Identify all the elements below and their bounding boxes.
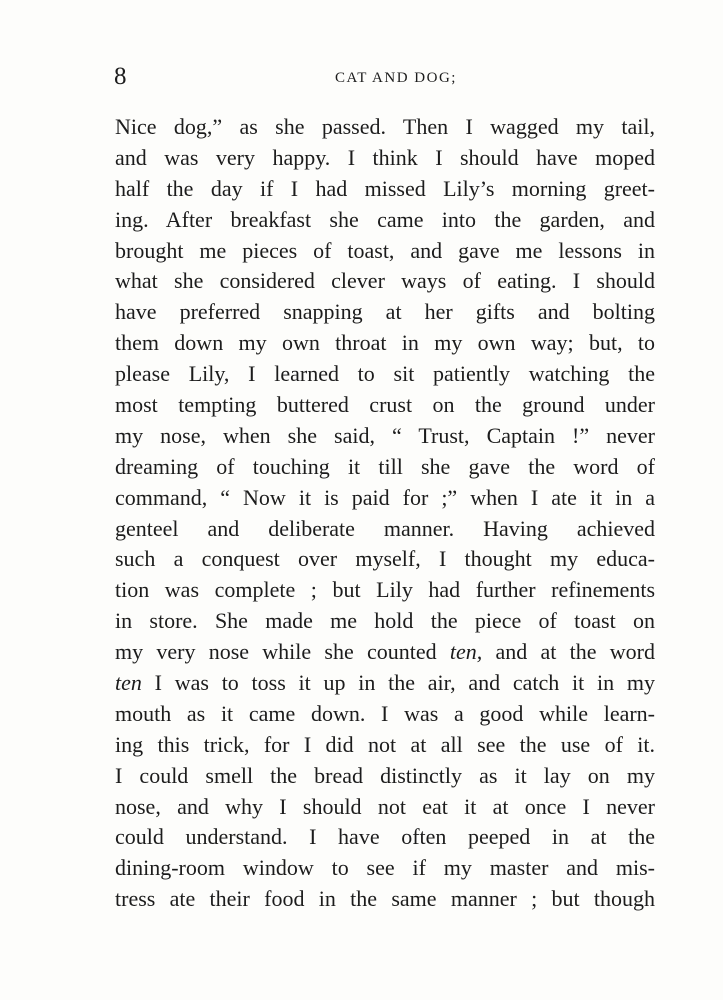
text-line: Nice dog,” as she passed. Then I wagged my tail, — [115, 114, 655, 139]
page-number: 8 — [114, 63, 127, 90]
text-line: genteel and deliberate manner. Having achieved — [115, 515, 655, 541]
text-line: command, “ Now it is paid for ;” when I ate it in a — [115, 484, 655, 510]
text-line: ing. After breakfast she came into the garden, and — [115, 206, 655, 232]
text-line: could understand. I have often peeped in at the — [115, 824, 655, 850]
body-text — [115, 112, 655, 915]
text-line: brought me pieces of toast, and gave me lessons in — [115, 237, 655, 263]
text-line: my very nose while she counted ten, and at the word — [115, 639, 655, 665]
text-line: tress ate their food in the same manner ; but though — [115, 886, 655, 912]
text-line: half the day if I had missed Lily’s morning greet- — [115, 175, 655, 201]
italic-word: ten, — [449, 639, 483, 665]
text-line: nose, and why I should not eat it at once I never — [115, 793, 655, 819]
text-line: dreaming of touching it till she gave the word of — [115, 453, 655, 479]
text-line: and was very happy. I think I should have moped — [115, 144, 655, 170]
text-line: such a conquest over myself, I thought my educa- — [115, 546, 655, 572]
text-line: my nose, when she said, “ Trust, Captain !” never — [115, 422, 655, 448]
text-line: have preferred snapping at her gifts and bolting — [115, 299, 655, 325]
text-line: most tempting buttered crust on the ground under — [115, 392, 655, 418]
text-line: what she considered clever ways of eating. I should — [115, 268, 655, 294]
text-line: in store. She made me hold the piece of toast on — [115, 608, 655, 634]
text-line: please Lily, I learned to sit patiently watching the — [115, 361, 655, 387]
text-line: ing this trick, for I did not at all see the use of it. — [115, 731, 655, 757]
running-title: CAT AND DOG; — [335, 70, 457, 86]
text-line: mouth as it came down. I was a good while learn- — [115, 700, 655, 726]
running-head — [114, 62, 654, 92]
text-line: tion was complete ; but Lily had further refinements — [115, 577, 655, 603]
text-line: dining-room window to see if my master and mis- — [115, 855, 655, 881]
text-line: them down my own throat in my own way; but, to — [115, 330, 655, 356]
italic-word: ten — [115, 670, 142, 696]
text-line: ten I was to toss it up in the air, and catch it in my — [115, 670, 655, 696]
text-line: I could smell the bread distinctly as it lay on my — [115, 762, 655, 788]
